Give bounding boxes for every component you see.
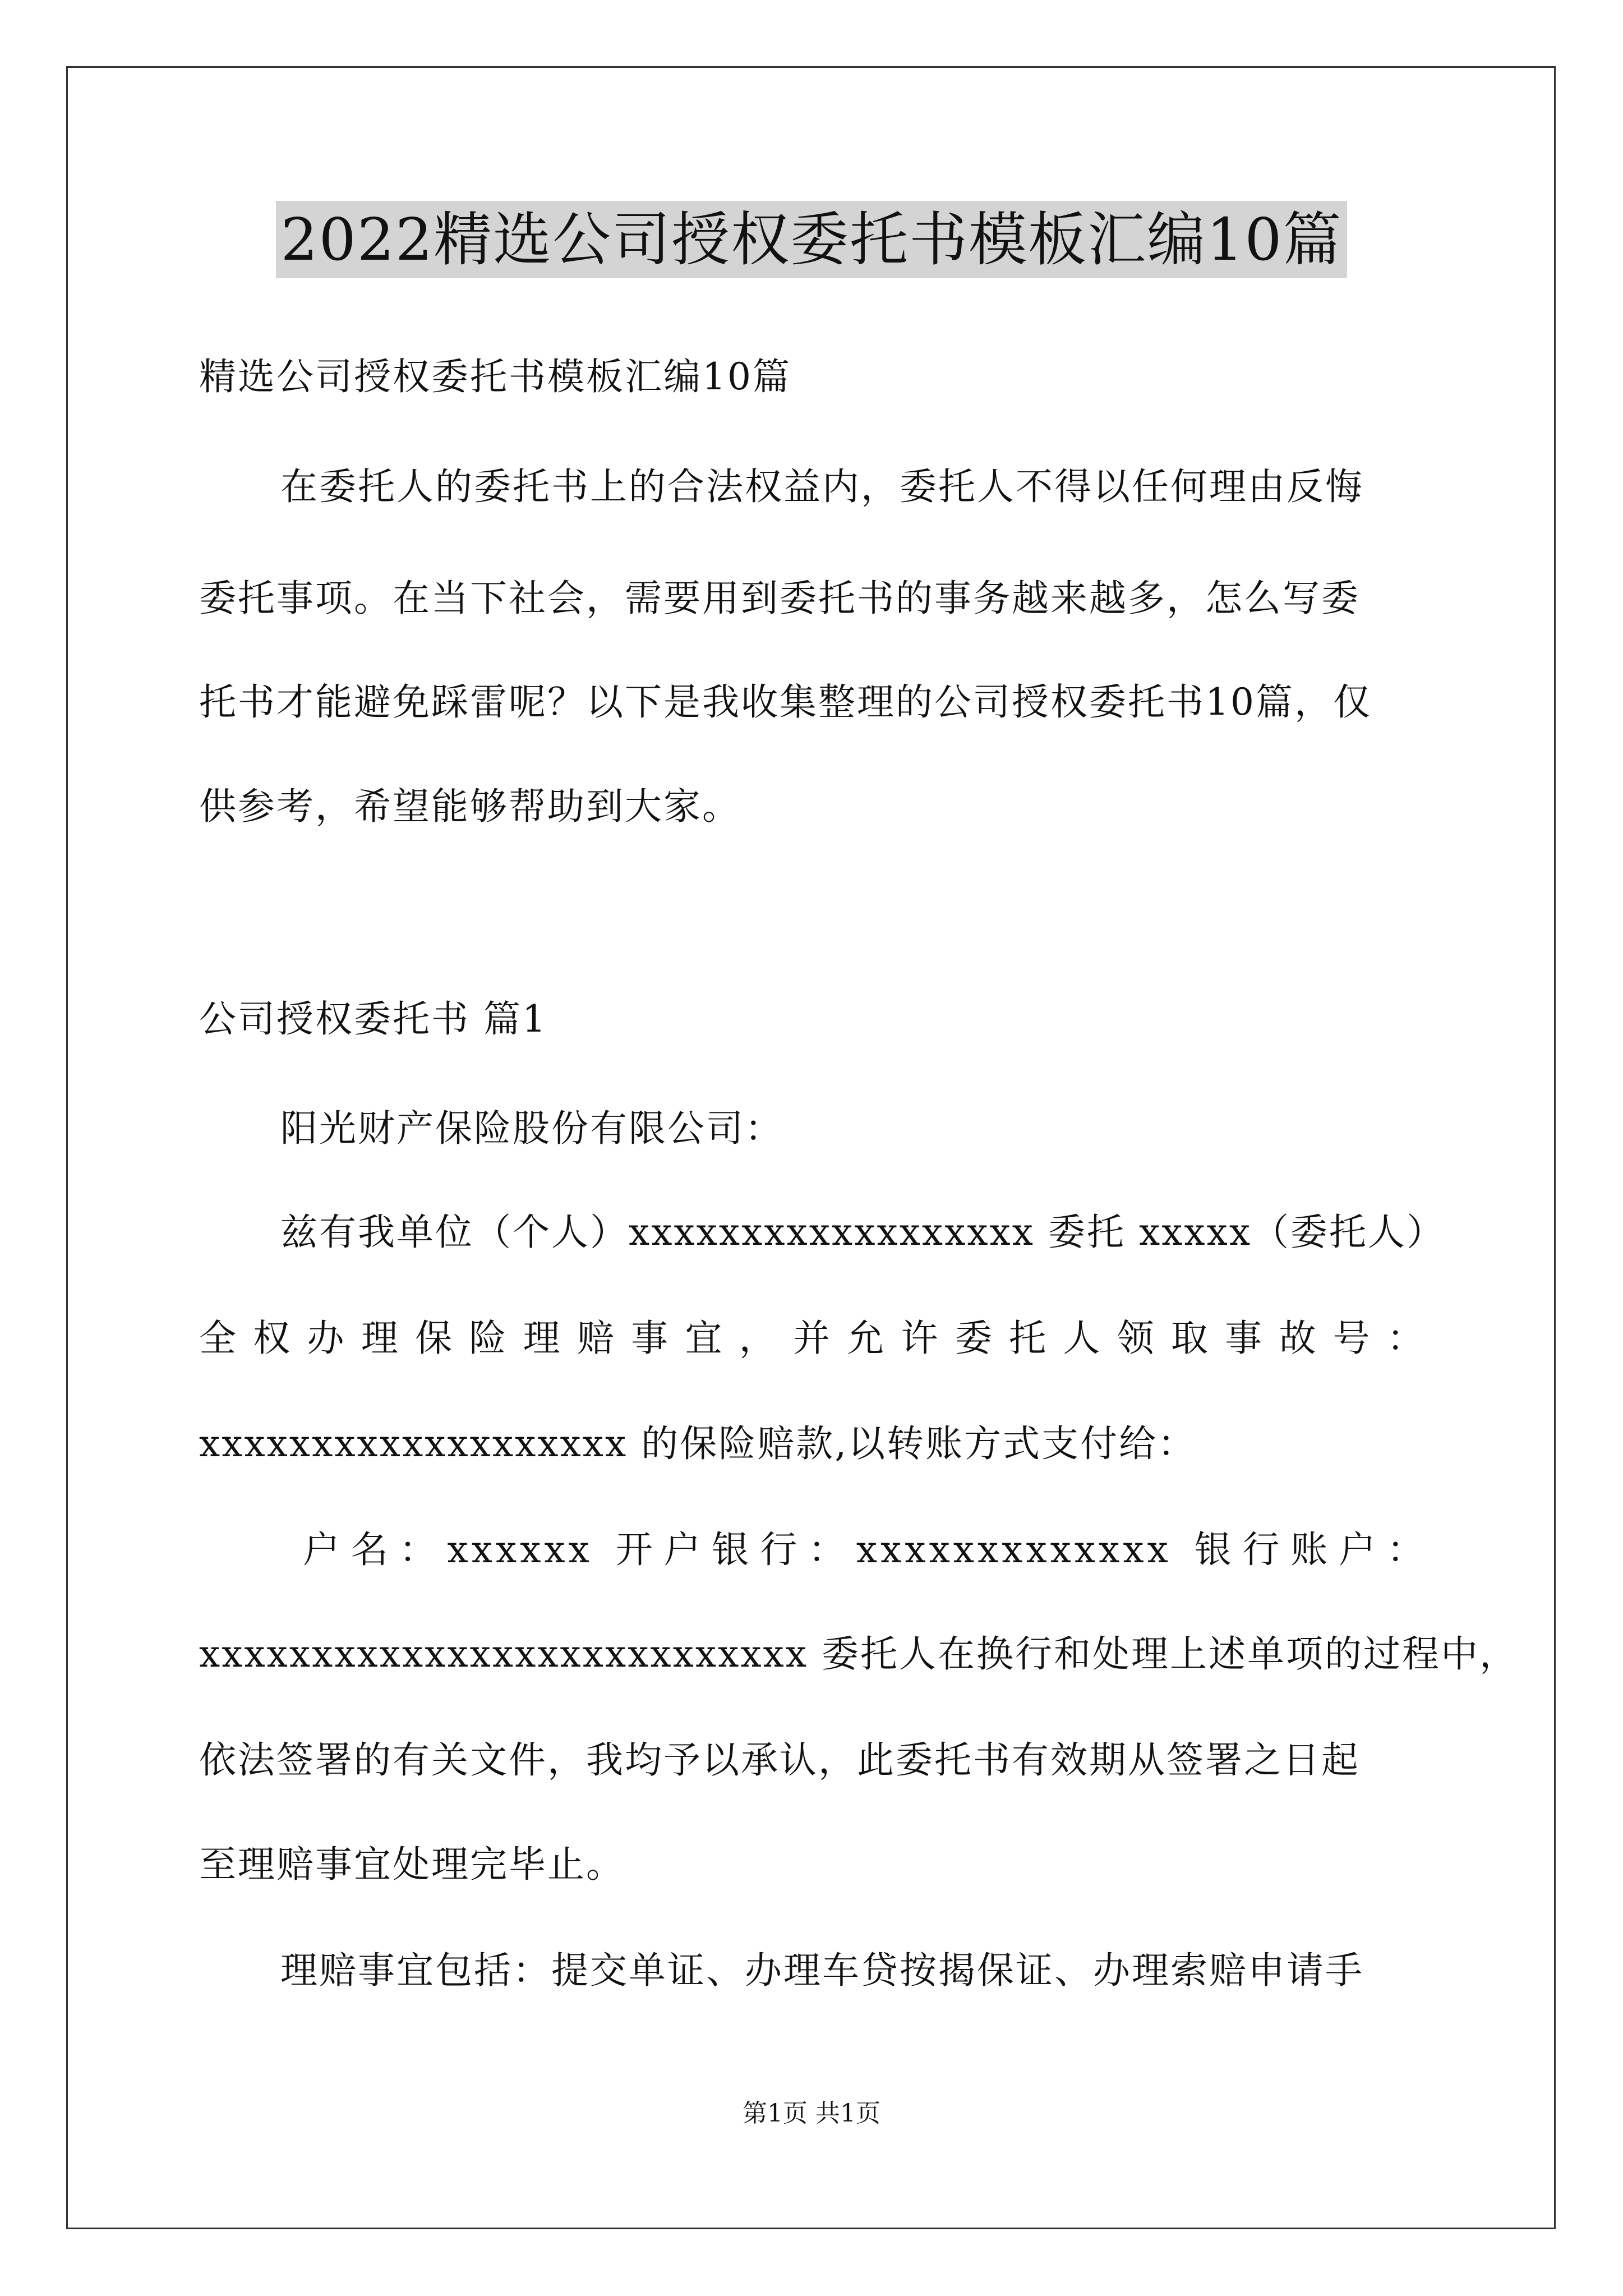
body-line-8: 理赔事宜包括：提交单证、办理车贷按揭保证、办理索赔申请手 xyxy=(280,1949,1364,1992)
intro-line-2: 委托事项。在当下社会，需要用到委托书的事务越来越多，怎么写委 xyxy=(199,577,1360,620)
page-footer: 第1页 共1页 xyxy=(743,2099,880,2128)
body-line-5: xxxxxxxxxxxxxxxxxxxxxxxxxxx 委托人在换行和处理上述单项的过程中， xyxy=(199,1632,1518,1676)
document-subtitle: 精选公司授权委托书模板汇编10篇 xyxy=(199,355,791,398)
body-line-6: 依法签署的有关文件，我均予以承认，此委托书有效期从签署之日起 xyxy=(199,1738,1360,1782)
intro-line-1: 在委托人的委托书上的合法权益内，委托人不得以任何理由反悔 xyxy=(280,465,1364,508)
body-line-7: 至理赔事宜处理完毕止。 xyxy=(199,1843,625,1886)
document-title: 2022精选公司授权委托书模板汇编10篇 xyxy=(276,201,1347,278)
intro-line-4: 供参考，希望能够帮助到大家。 xyxy=(199,785,741,828)
title-wrap xyxy=(0,201,1623,278)
intro-line-3: 托书才能避免踩雷呢？以下是我收集整理的公司授权委托书10篇，仅 xyxy=(199,680,1372,724)
addressee: 阳光财产保险股份有限公司： xyxy=(280,1107,783,1150)
body-line-3: xxxxxxxxxxxxxxxxxxx 的保险赔款,以转账方式支付给： xyxy=(199,1422,1197,1465)
body-line-4: 户名：xxxxxx 开户银行：xxxxxxxxxxxxx 银行账户： xyxy=(303,1528,1427,1571)
section-heading: 公司授权委托书 篇1 xyxy=(199,997,547,1041)
body-line-2: 全权办理保险理赔事宜，并允许委托人领取事故号： xyxy=(199,1317,1427,1360)
body-line-1: 兹有我单位（个人）xxxxxxxxxxxxxxxxxx 委托 xxxxx（委托人） xyxy=(280,1211,1446,1254)
